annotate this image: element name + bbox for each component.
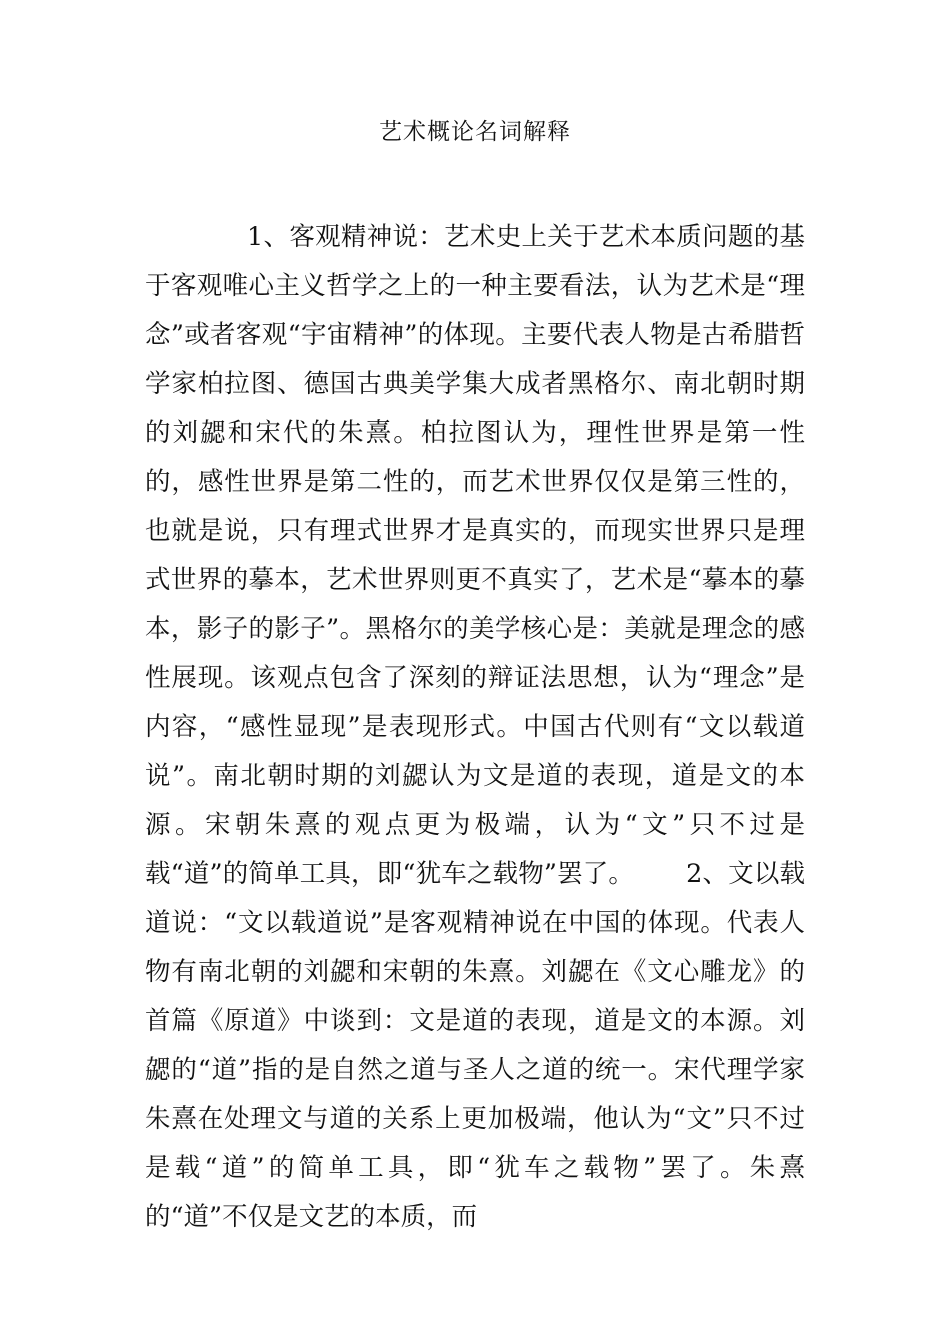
entry-wen-yi-zai-dao: 2、文以载道说：“文以载道说”是客观精神说在中国的体现。代表人物有南北朝的刘勰和宋朝的朱熹。刘勰在《文心雕龙》的首篇《原道》中谈到：文是道的表现，道是文的本源。刘勰的“道”指的是自然之道与圣人之道的统一。宋代理学家朱熹在处理文与道的关系上更加极端，他认为“文”只不过是载“道”的简单工具，即“犹车之载物”罢了。朱熹的“道”不仅是文艺的本质，而 <box>145 859 805 1232</box>
document-title: 艺术概论名词解释 <box>379 119 571 145</box>
body-paragraph <box>145 213 805 1242</box>
entry-objective-spirit: 1、客观精神说：艺术史上关于艺术本质问题的基于客观唯心主义哲学之上的一种主要看法，认为艺术是“理念”或者客观“宇宙精神”的体现。主要代表人物是古希腊哲学家柏拉图、德国古典美学集大成者黑格尔、南北朝时期的刘勰和宋代的朱熹。柏拉图认为，理性世界是第一性的，感性世界是第二性的，而艺术世界仅仅是第三性的，也就是说，只有理式世界才是真实的，而现实世界只是理式世界的摹本，艺术世界则更不真实了，艺术是“摹本的摹本，影子的影子”。黑格尔的美学核心是：美就是理念的感性展现。该观点包含了深刻的辩证法思想，认为“理念”是内容，“感性显现”是表现形式。中国古代则有“文以载道说”。南北朝时期的刘勰认为文是道的表现，道是文的本源。宋朝朱熹的观点更为极端，认为“文”只不过是载“道”的简单工具，即“犹车之载物”罢了。 <box>145 222 805 889</box>
